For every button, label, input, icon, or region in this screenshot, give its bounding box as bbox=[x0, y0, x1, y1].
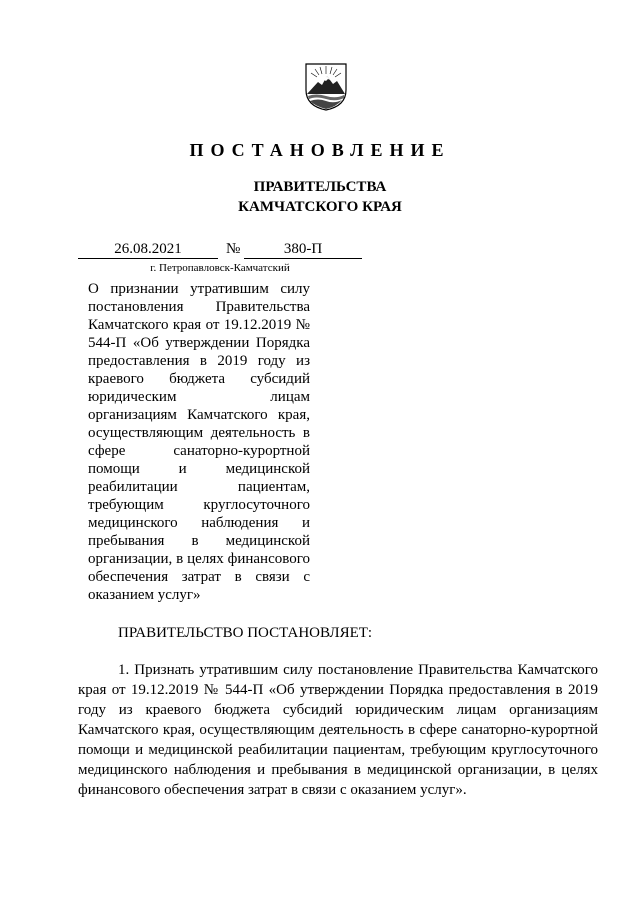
place-of-issue: г. Петропавловск-Камчатский bbox=[150, 262, 290, 274]
subject-text: О признании утратившим силу постановления Правительства Камчатского края от 19.12.2019 № 544-П «Об утверждении Порядка предоставления в 2019 году из краевого бюджета субсидий юридическим лицам организациям Камчатского края, осуществляющим деятельность в сфере санаторно-курортной помощи и медицинской реабилитации пациентам, требующим круглосуточного медицинского наблюдения и пребывания в медицинской организации, в целях финансового обеспечения затрат в связи с оказанием услуг» bbox=[88, 281, 310, 603]
authority-line-1: ПРАВИТЕЛЬСТВА bbox=[253, 179, 387, 195]
decree-statement: ПРАВИТЕЛЬСТВО ПОСТАНОВЛЯЕТ: bbox=[118, 625, 373, 641]
authority-line-2: КАМЧАТСКОГО КРАЯ bbox=[238, 199, 402, 215]
decree-item-1: 1. Признать утратившим силу постановление Правительства Камчатского края от 19.12.2019 № 544-П «Об утверждении Порядка предоставления в 2019 году из краевого бюджета субсидий юридическим лицам организациям Камчатского края, осуществляющим деятельность в сфере санаторно-курортной помощи и медицинской реабилитации пациентам, требующим круглосуточного медицинского наблюдения и пребывания в медицинской организации, в целях финансового обеспечения затрат в связи с оказанием услуг». bbox=[78, 662, 598, 798]
document-subject bbox=[88, 280, 310, 604]
issuing-authority bbox=[0, 177, 640, 217]
document-date: 26.08.2021 bbox=[78, 240, 218, 259]
document-number: 380-П bbox=[244, 240, 362, 259]
document-type-title: ПОСТАНОВЛЕНИЕ bbox=[189, 140, 451, 160]
kamchatka-coat-of-arms-icon bbox=[300, 60, 352, 112]
number-sign: № bbox=[226, 241, 241, 257]
date-number-row bbox=[0, 240, 640, 262]
